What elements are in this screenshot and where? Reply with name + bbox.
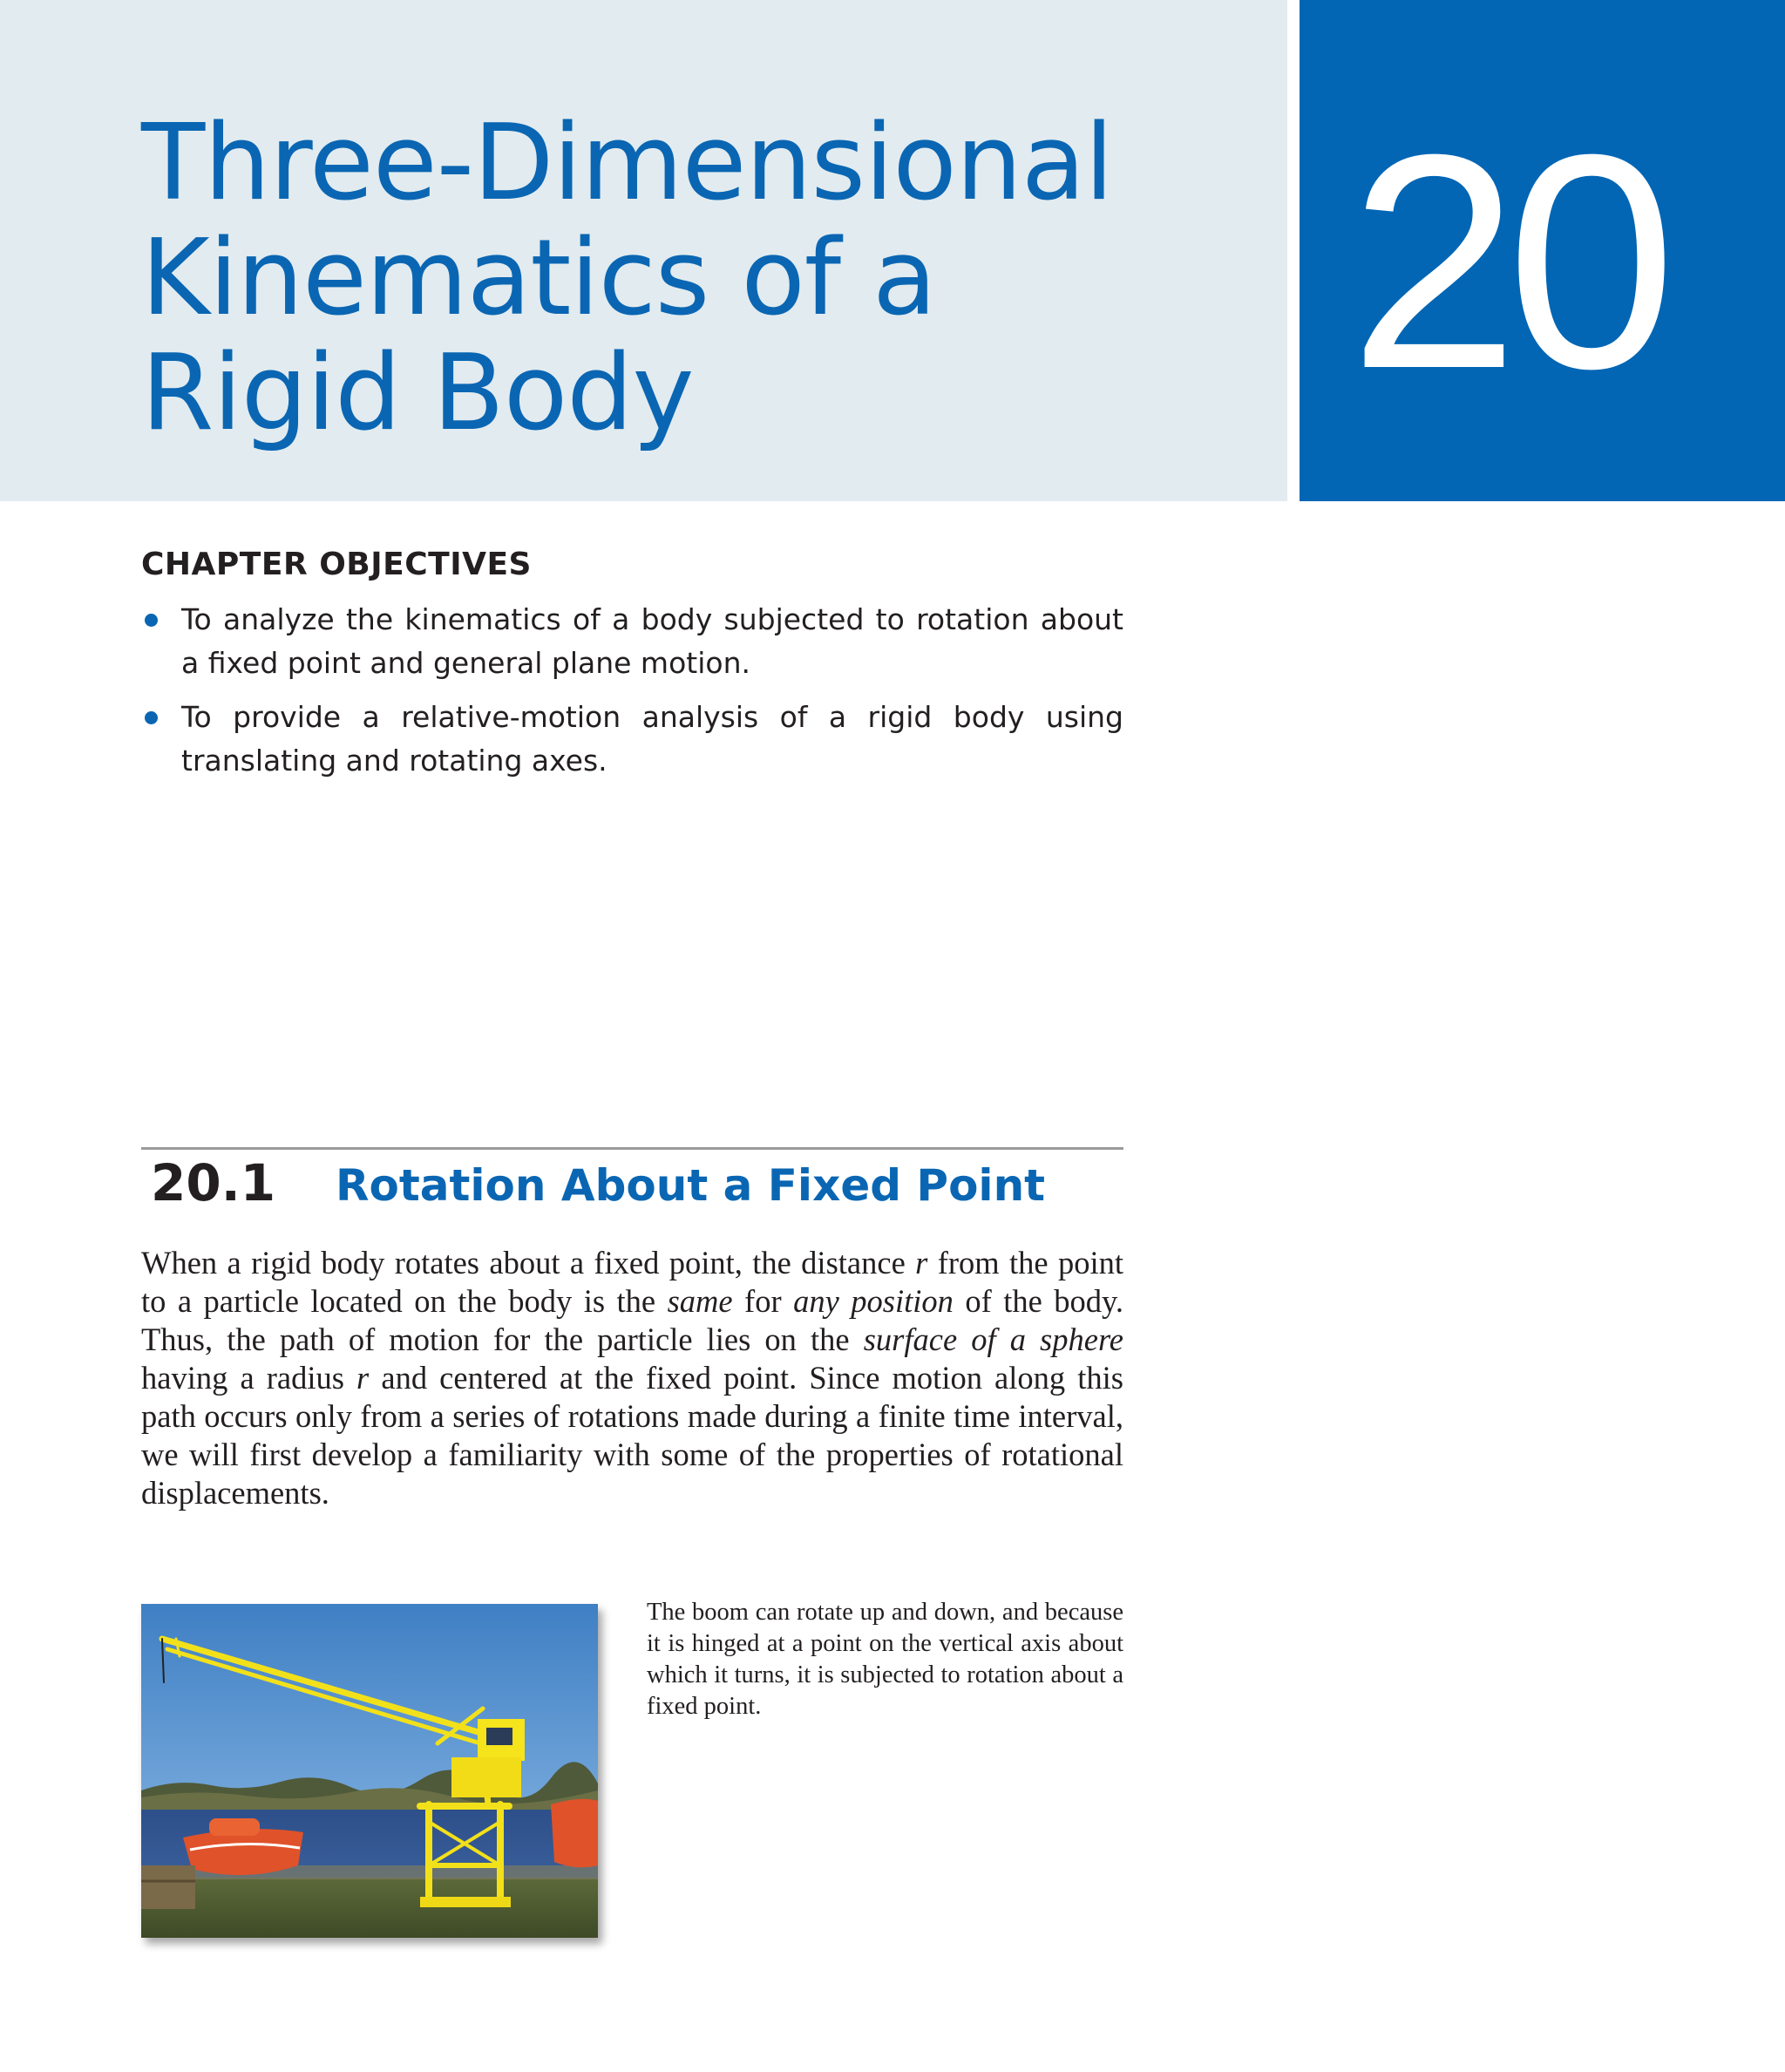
emphasis-text: r	[356, 1360, 370, 1396]
section-number: 20.1	[151, 1153, 276, 1213]
section-divider	[141, 1147, 1123, 1150]
body-text-run: for	[732, 1283, 794, 1319]
chapter-title-line-3: Rigid Body	[141, 333, 694, 454]
objective-text: To analyze the kinematics of a body subjected to rotation about a fixed point and general plane motion.	[181, 602, 1123, 680]
section-body-paragraph	[141, 1244, 1123, 1512]
objective-item	[141, 598, 1123, 685]
objectives-list	[141, 598, 1123, 793]
chapter-title	[141, 103, 1231, 454]
emphasis-text: same	[667, 1283, 733, 1319]
body-text-run: from the point to a particle located on the body is the	[141, 1245, 1124, 1319]
chapter-title-line-2: Kinematics of a	[141, 218, 936, 339]
emphasis-text: any position	[793, 1283, 954, 1319]
crane-photo	[141, 1604, 598, 1938]
bullet-icon	[145, 711, 158, 724]
objective-text: To provide a relative-motion analysis of a rigid body using translating and rotating axes.	[181, 700, 1123, 778]
objectives-heading: CHAPTER OBJECTIVES	[141, 547, 532, 582]
section-title: Rotation About a Fixed Point	[336, 1160, 1046, 1211]
chapter-title-line-1: Three-Dimensional	[141, 103, 1113, 224]
objective-item	[141, 696, 1123, 783]
chapter-number: 20	[1349, 92, 1665, 432]
bullet-icon	[145, 614, 158, 627]
figure-caption: The boom can rotate up and down, and because it is hinged at a point on the vertical axis about which it turns, it is subjected to rotation about a fixed point.	[647, 1599, 1123, 1720]
body-text-run: When a rigid body rotates about a fixed point, the distance	[141, 1245, 916, 1281]
body-text-run: of the body. Thus, the path of motion for the particle lies on the	[141, 1283, 1124, 1357]
emphasis-text: surface of a sphere	[863, 1321, 1124, 1357]
emphasis-text: r	[915, 1245, 928, 1281]
body-text-run: having a radius	[141, 1360, 357, 1396]
body-text-run: and centered at the fixed point. Since motion along this path occurs only from a series of rotations made during a finite time interval, we will first develop a familiarity with some of the properties of rotational displacements.	[141, 1360, 1123, 1511]
